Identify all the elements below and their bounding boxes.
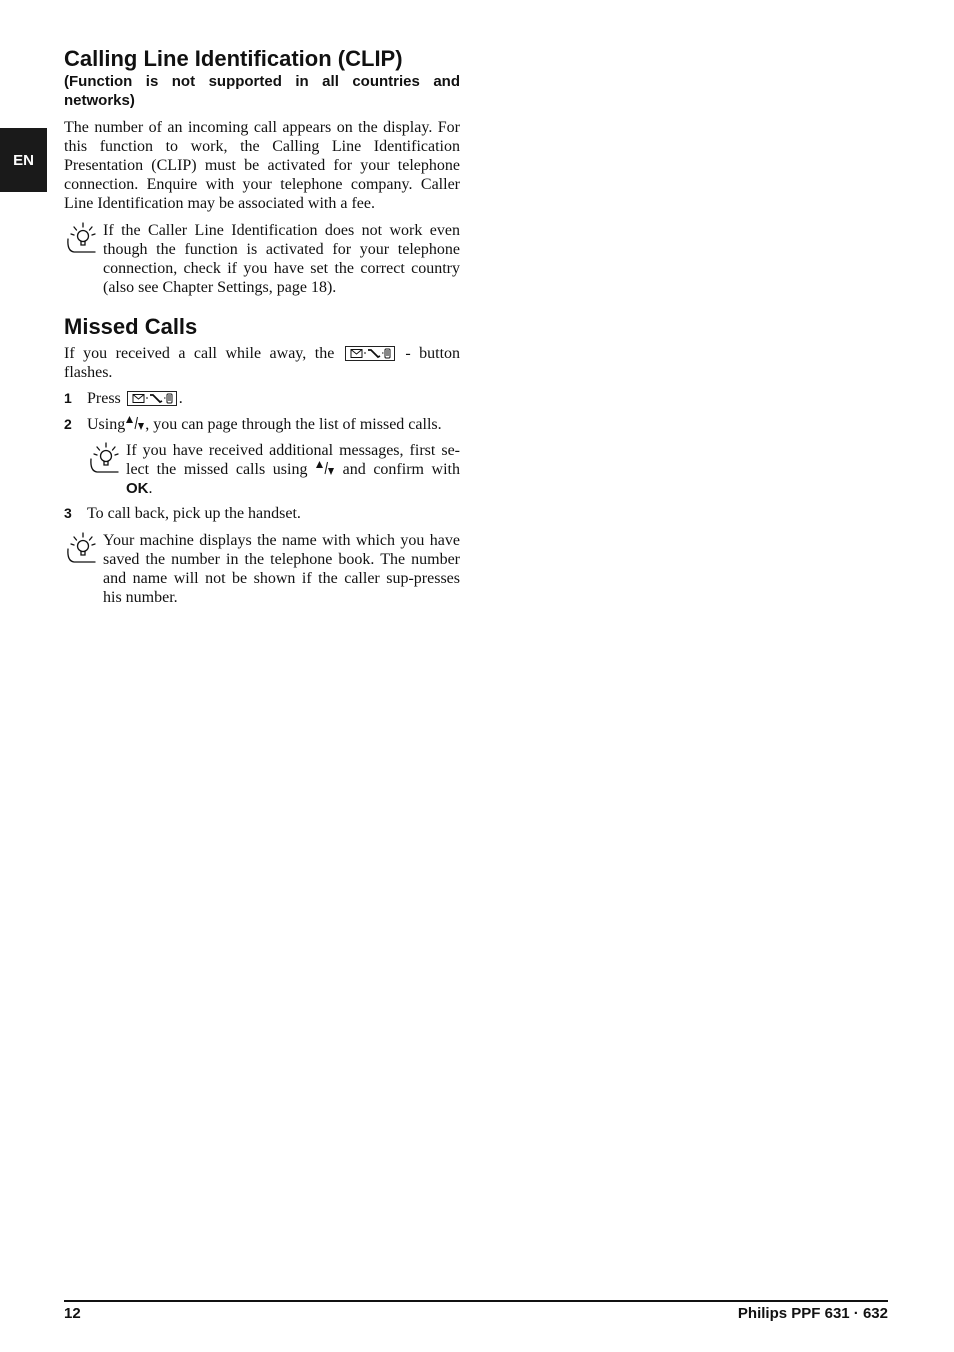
- model-name: Philips PPF 631 · 632: [737, 1305, 888, 1322]
- step-1-text: Press: [87, 390, 121, 407]
- lightbulb-tip-icon: [87, 441, 121, 475]
- up-down-arrows-icon: [315, 460, 335, 476]
- step-2-tip-text: [126, 441, 460, 498]
- step-3-text: To call back, pick up the handset.: [87, 505, 301, 522]
- lightbulb-tip-icon: [64, 221, 98, 255]
- intro-text-after: - button flashes.: [64, 345, 461, 381]
- step-2: [64, 415, 460, 434]
- missed-calls-button-icon: [127, 391, 177, 406]
- step-number: 1: [64, 390, 72, 406]
- intro-text-before: If you received a call while away, the: [64, 345, 335, 362]
- clip-tip-text: If the Caller Line Identification does not work even though the function is activated for your telephone connection, check if you have set the correct country (also see Chapter Settings, page 18).: [103, 222, 460, 296]
- language-tab: [0, 128, 47, 192]
- clip-heading: Calling Line Identification (CLIP): [64, 46, 403, 71]
- step-2-tip-part: If you have received additional messages, first se-lect the missed calls using: [126, 442, 460, 478]
- final-tip-text: Your machine displays the name with which you have saved the number in the telephone book. The number and name will not be shown if the caller sup-presses his number.: [103, 532, 460, 606]
- step-2-tip-end: .: [148, 480, 153, 497]
- step-2-tip-part: and confirm with: [342, 461, 460, 478]
- final-tip: [64, 531, 460, 607]
- missed-calls-heading: Missed Calls: [64, 314, 198, 339]
- step-3: [64, 504, 460, 523]
- ok-key-label: OK: [126, 480, 149, 497]
- up-down-arrows-icon: [125, 415, 145, 431]
- step-2-rest: , you can page through the list of missed calls.: [145, 416, 442, 433]
- step-number: 2: [64, 416, 72, 432]
- footer-divider: [64, 1300, 888, 1302]
- step-1: [64, 389, 460, 408]
- step-number: 3: [64, 505, 72, 521]
- clip-subtitle: (Function is not supported in all countries and networks): [64, 73, 460, 109]
- clip-tip: [64, 221, 460, 297]
- lightbulb-tip-icon: [64, 531, 98, 565]
- language-label: EN: [13, 151, 34, 169]
- step-1-end: .: [178, 390, 183, 407]
- missed-calls-intro: [64, 344, 460, 382]
- step-2-tip: [87, 441, 460, 498]
- clip-body: The number of an incoming call appears on the display. For this function to work, the Calling Line Identification Presentation (CLIP) must be activated for your telephone connection. Enquire with your telephone company. Caller Line Identification may be associated with a fee.: [64, 119, 460, 212]
- missed-calls-section: [64, 314, 460, 607]
- missed-calls-button-icon: [345, 346, 395, 361]
- step-2-text: Using: [87, 416, 126, 433]
- clip-section: [64, 46, 460, 297]
- page-footer: [64, 1305, 888, 1325]
- page-number: 12: [64, 1305, 81, 1322]
